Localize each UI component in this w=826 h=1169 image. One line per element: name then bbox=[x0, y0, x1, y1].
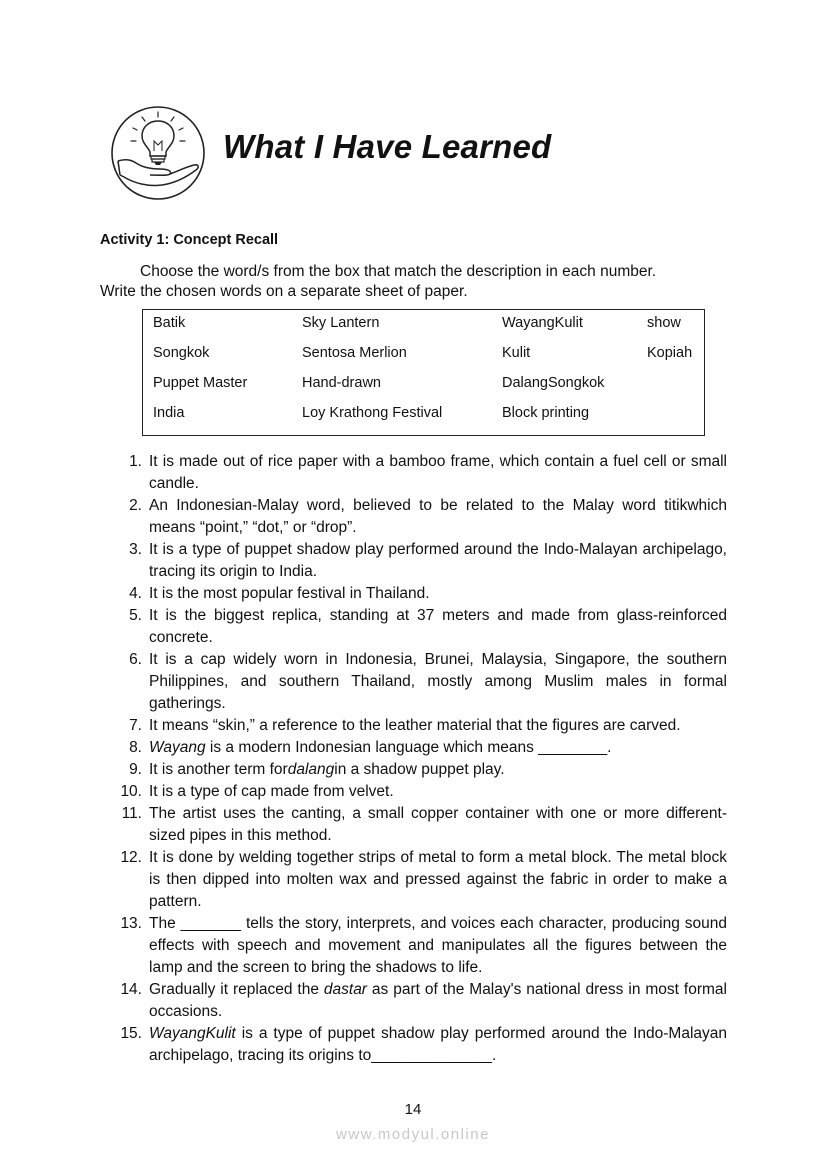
item-number: 8. bbox=[129, 739, 142, 756]
item-text-rest: in a shadow puppet play. bbox=[334, 761, 505, 778]
item-text bbox=[149, 979, 727, 1023]
list-item bbox=[118, 847, 727, 913]
item-text: The artist uses the canting, a small copper container with one or more different-sized pipes in this method. bbox=[149, 805, 727, 844]
item-number: 6. bbox=[129, 651, 142, 668]
word-box-cell: Kulit bbox=[502, 345, 531, 361]
instruction-paragraph bbox=[100, 262, 730, 302]
item-number: 1. bbox=[129, 453, 142, 470]
item-text: It means “skin,” a reference to the leather material that the figures are carved. bbox=[149, 717, 681, 734]
item-number: 11. bbox=[121, 805, 142, 822]
word-box-cell: Loy Krathong Festival bbox=[302, 405, 443, 421]
list-item bbox=[118, 979, 727, 1023]
list-item bbox=[118, 759, 727, 781]
item-text bbox=[149, 737, 727, 759]
item-text-rest: is a type of puppet shadow play performed around the Indo-Malayan archipelago, tracing its origins to______________. bbox=[149, 1025, 727, 1064]
list-item bbox=[118, 913, 727, 979]
list-item bbox=[118, 451, 727, 495]
list-item bbox=[118, 495, 727, 539]
item-number: 9. bbox=[129, 761, 142, 778]
item-number: 12. bbox=[120, 849, 142, 866]
word-box-cell: Hand-drawn bbox=[302, 375, 381, 391]
item-italic: Wayang bbox=[149, 739, 206, 756]
word-box bbox=[142, 309, 705, 436]
word-box-cell: Puppet Master bbox=[153, 375, 248, 391]
item-text: The _______ tells the story, interprets, and voices each character, producing sound effects with speech and movement and manipulates all the figures between the lamp and the screen to bring the shadows to life. bbox=[149, 915, 727, 976]
page-title: What I Have Learned bbox=[223, 128, 552, 165]
item-text: It is a type of puppet shadow play performed around the Indo-Malayan archipelago, tracing its origin to India. bbox=[149, 541, 727, 580]
item-italic: WayangKulit bbox=[149, 1025, 236, 1042]
activity-heading: Activity 1: Concept Recall bbox=[100, 232, 279, 248]
list-item bbox=[118, 803, 727, 847]
item-number: 10. bbox=[120, 783, 142, 800]
item-number: 15. bbox=[120, 1025, 142, 1042]
item-text: It is done by welding together strips of metal to form a metal block. The metal block is then dipped into molten wax and pressed against the fabric in order to make a pattern. bbox=[149, 849, 727, 910]
list-item bbox=[118, 1023, 727, 1067]
item-number: 14. bbox=[120, 981, 142, 998]
question-list bbox=[118, 451, 727, 1067]
item-number: 5. bbox=[129, 607, 142, 624]
word-box-cell: Songkok bbox=[153, 345, 210, 361]
instruction-line-1: Choose the word/s from the box that match the description in each number. bbox=[140, 263, 657, 280]
item-text: It is a type of cap made from velvet. bbox=[149, 783, 394, 800]
item-text-pre: It is another term for bbox=[149, 761, 288, 778]
item-number: 2. bbox=[129, 497, 142, 514]
word-box-cell: Kopiah bbox=[647, 345, 693, 361]
item-text-pre: Gradually it replaced the bbox=[149, 981, 324, 998]
word-box-cell: India bbox=[153, 405, 185, 421]
item-number: 13. bbox=[120, 915, 142, 932]
item-text-rest: as part of the Malay's national dress in most formal occasions. bbox=[149, 981, 727, 1020]
list-item bbox=[118, 583, 727, 605]
word-box-cell: Batik bbox=[153, 315, 186, 331]
list-item bbox=[118, 781, 727, 803]
item-italic: dastar bbox=[323, 981, 367, 998]
list-item bbox=[118, 737, 727, 759]
word-box-cell: show bbox=[647, 315, 681, 331]
lightbulb-hand-icon bbox=[110, 105, 206, 201]
list-item bbox=[118, 539, 727, 583]
page-number: 14 bbox=[404, 1101, 422, 1118]
word-box-cell: Block printing bbox=[502, 405, 590, 421]
item-number: 3. bbox=[129, 541, 142, 558]
list-item bbox=[118, 649, 727, 715]
item-text: It is made out of rice paper with a bamboo frame, which contain a fuel cell or small candle. bbox=[149, 453, 727, 492]
instruction-line-2: Write the chosen words on a separate sheet of paper. bbox=[100, 283, 468, 300]
item-number: 7. bbox=[129, 717, 142, 734]
word-box-cell: Sentosa Merlion bbox=[302, 345, 407, 361]
watermark-text: www.modyul.online bbox=[336, 1126, 490, 1143]
item-italic: dalang bbox=[287, 761, 335, 778]
item-text bbox=[149, 759, 727, 781]
list-item bbox=[118, 605, 727, 649]
item-text: It is the most popular festival in Thailand. bbox=[149, 585, 430, 602]
item-text bbox=[149, 1023, 727, 1067]
item-text-rest: is a modern Indonesian language which means ________. bbox=[205, 739, 612, 756]
item-text: An Indonesian-Malay word, believed to be related to the Malay word titikwhich means “point,” “dot,” or “drop”. bbox=[149, 497, 727, 536]
word-box-cell: DalangSongkok bbox=[502, 375, 605, 391]
item-number: 4. bbox=[129, 585, 142, 602]
item-text: It is the biggest replica, standing at 37 meters and made from glass-reinforced concrete. bbox=[149, 607, 727, 646]
list-item bbox=[118, 715, 727, 737]
word-box-cell: WayangKulit bbox=[502, 315, 583, 331]
item-text: It is a cap widely worn in Indonesia, Brunei, Malaysia, Singapore, the southern Philippines, and southern Thailand, mostly among Muslim males in formal gatherings. bbox=[149, 651, 727, 712]
word-box-cell: Sky Lantern bbox=[302, 315, 380, 331]
